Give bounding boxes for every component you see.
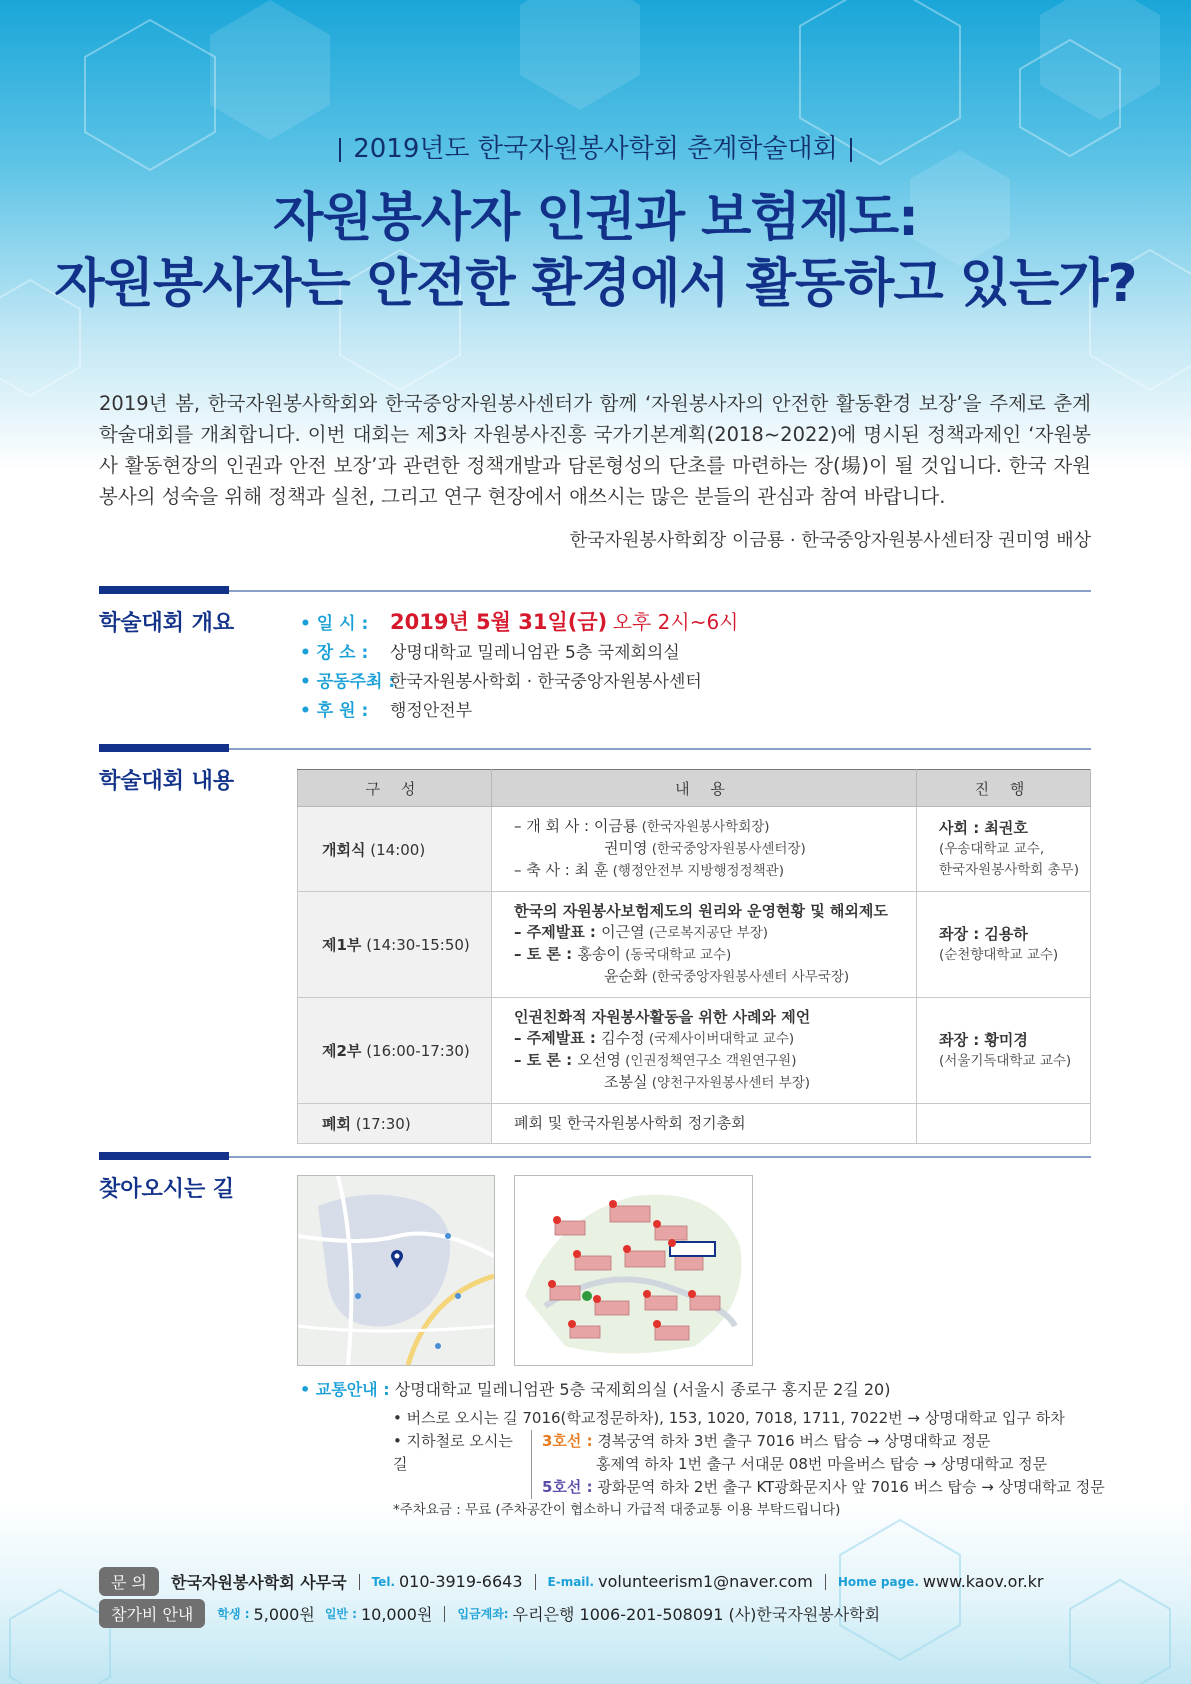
separator [535,1574,536,1590]
parking-note: *주차요금 : 무료 (주차공간이 협소하니 가급적 대중교통 이용 부탁드립니다) [393,1502,841,1518]
table-row [298,998,1091,1104]
line3-route-a-text: 경복궁역 하차 3번 출구 7016 버스 탑승 → 상명대학교 정문 [597,1432,991,1450]
part-cell [298,998,492,1104]
subway-routes [393,1430,1105,1499]
account-label: 입금계좌: [457,1607,509,1621]
content-line [514,860,906,882]
speaker: 홍송이 [577,945,621,963]
overview-host-row [300,668,739,697]
speaker: 조봉실 [604,1073,648,1091]
content-line [514,1072,906,1094]
separator [359,1574,360,1590]
office-name: 한국자원봉사학회 사무국 [171,1573,347,1592]
speaker-affiliation: (한국중앙자원봉사센터장) [647,841,806,857]
speaker-affiliation: (양천구자원봉사센터 부장) [647,1075,811,1091]
speaker: 이근열 [601,923,645,941]
sponsor-label: • 후 원 : [300,701,369,721]
host-value: 한국자원봉사학회 · 한국중앙자원봉사센터 [390,672,702,692]
bus-route: • 버스로 오시는 길 7016(학교정문하차), 153, 1020, 7018, 1711, 7022번 → 상명대학교 입구 하차 [393,1409,1065,1427]
homepage-link[interactable]: www.kaov.or.kr [922,1572,1044,1591]
speaker-affiliation: (행정안전부 지방행정정책관) [608,863,784,879]
campus-map-graphic [515,1176,752,1365]
line5-route-text: 광화문역 하차 2번 출구 KT광화문지사 앞 7016 버스 탑승 → 상명대학교 정문 [597,1478,1105,1496]
part-name: 폐회 [322,1115,351,1133]
speaker: 윤순화 [604,967,648,985]
part-name: 개회식 [322,840,366,859]
content-line [514,838,906,860]
traffic-label: • 교통안내 : [300,1380,390,1399]
overview-date-row [300,608,739,639]
moderator-affiliation: 한국자원봉사학회 총무) [939,861,1079,878]
speaker-affiliation: (한국중앙자원봉사센터 사무국장) [647,969,850,985]
title-line-2: 자원봉사자는 안전한 환경에서 활동하고 있는가? [54,254,1137,314]
sponsor-value: 행정안전부 [390,701,473,721]
date-label: • 일 시 : [300,614,369,634]
contact-row [99,1567,1044,1596]
line3-route-a [542,1430,1105,1453]
homepage-label: Home page. [837,1574,919,1589]
program-table [297,769,1091,1144]
contact-pill: 문 의 [99,1567,159,1596]
line5-label: 5호선 : [542,1478,593,1496]
part-time: (16:00-17:30) [366,1042,470,1060]
host-label: • 공동주최 : [300,672,396,692]
role-label: – 주제발표 : [514,923,602,941]
overview-sponsor-row [300,697,739,726]
table-row [298,1104,1091,1144]
subway-lines [531,1430,1105,1499]
speaker-affiliation: (동국대학교 교수) [620,947,732,963]
page-title [0,185,1191,317]
table-row [298,892,1091,998]
session-content: 폐회 및 한국자원봉사학회 정기총회 [514,1114,746,1132]
program-section-title: 학술대회 내용 [99,769,235,794]
speaker: 이금룡 [593,817,638,835]
overview-section-title: 학술대회 개요 [99,611,235,636]
role-label: – 축 사 : [514,861,575,879]
separator [825,1574,826,1590]
fee-row [99,1599,880,1628]
speaker-affiliation: (인권정책연구소 객원연구원) [620,1053,797,1069]
subway-label: • 지하철로 오시는 길 [393,1432,513,1473]
table-header-row [298,770,1091,807]
role-label: – 토 론 : [514,1051,578,1069]
part-time: (17:30) [355,1115,411,1133]
part-cell [298,1104,492,1144]
program-divider [99,744,1091,752]
content-line [514,1050,906,1072]
email-link[interactable]: volunteerism1@naver.com [598,1572,813,1591]
content-line [514,944,906,966]
subtitle-text: 2019년도 한국자원봉사학회 춘계학술대회 [353,134,838,164]
email-label: E-mail. [547,1574,595,1589]
content-cell [492,807,917,892]
street-map[interactable] [297,1175,495,1366]
role-label: – 개 회 사 : [514,817,594,835]
line3-label: 3호선 : [542,1432,593,1450]
speaker: 최 훈 [574,861,609,879]
part-time: (14:30-15:50) [366,936,470,954]
content-cell [492,892,917,998]
transit-routes [393,1407,1105,1522]
moderator: 좌장 : 황미경 [939,1030,1028,1049]
moderator-cell [917,998,1091,1104]
general-label: 일반 : [324,1607,357,1621]
moderator-affiliation: (순천향대학교 교수) [939,946,1059,963]
moderator-affiliation: (우송대학교 교수, [939,840,1045,857]
tel-label: Tel. [371,1574,395,1589]
speaker-affiliation: (국제사이버대학교 교수) [644,1031,795,1047]
role-label: – 토 론 : [514,945,578,963]
header-content: 내 용 [492,770,917,807]
session-topic: 한국의 자원봉사보험제도의 원리와 운영현황 및 해외제도 [514,902,888,920]
place-value: 상명대학교 밀레니엄관 5층 국제회의실 [390,643,680,663]
title-line-1: 자원봉사자 인권과 보험제도: [273,188,918,248]
line5-route [542,1476,1105,1499]
content-cell [492,998,917,1104]
moderator-affiliation: (서울기독대학교 교수) [939,1052,1072,1069]
moderator-cell [917,1104,1091,1144]
directions-section-title: 찾아오시는 길 [99,1177,235,1202]
student-fee: 5,000원 [253,1605,315,1624]
campus-map[interactable] [514,1175,753,1366]
subtitle-bar-right [850,138,852,162]
session-topic: 인권친화적 자원봉사활동을 위한 사례와 제언 [514,1008,811,1026]
directions-divider [99,1152,1091,1160]
separator [444,1606,445,1622]
line3-route-b: 홍제역 하차 1번 출구 서대문 08번 마을버스 탑승 → 상명대학교 정문 [596,1455,1048,1473]
date-value: 2019년 5월 31일(금) [390,610,608,634]
content-line [514,966,906,988]
part-name: 제1부 [322,936,362,954]
table-row [298,807,1091,892]
moderator: 사회 : 최권호 [939,818,1028,837]
content-cell [492,1104,917,1144]
street-map-graphic [298,1176,494,1365]
content-line [514,816,906,838]
tel-value[interactable]: 010-3919-6643 [399,1572,523,1591]
header-composition: 구 성 [298,770,492,807]
part-cell [298,807,492,892]
moderator-cell [917,807,1091,892]
part-time: (14:00) [370,840,426,859]
traffic-info [300,1378,890,1402]
speaker: 오선영 [577,1051,621,1069]
intro-paragraph: 2019년 봄, 한국자원봉사학회와 한국중앙자원봉사센터가 함께 ‘자원봉사자의 안전한 활동환경 보장’을 주제로 춘계학술대회를 개최합니다. 이번 대회는 제3차 자원봉사진흥 국가기본계획(2018~2022)에 명시된 정책과제인 ‘자원봉사 활동현장의 인권과 안전 보장’과 관련한 정책개발과 담론형성의 단초를 마련하는 장(場)이 될 것입니다. 한국 자원봉사의 성숙을 위해 정책과 실천, 그리고 연구 현장에서 애쓰시는 많은 분들의 관심과 참여 바랍니다. [99,392,1091,508]
speaker: 권미영 [604,839,648,857]
student-label: 학생 : [217,1607,250,1621]
part-cell [298,892,492,998]
speaker-affiliation: (한국자원봉사학회장) [637,819,770,835]
subtitle-bar-left [339,138,341,162]
overview-list [300,608,739,726]
time-value: 오후 2시~6시 [612,610,739,634]
content-line [514,1028,906,1050]
moderator: 좌장 : 김용하 [939,924,1028,943]
overview-place-row [300,639,739,668]
content-line [514,922,906,944]
signers: 한국자원봉사학회장 이금룡 · 한국중앙자원봉사센터장 권미영 배상 [569,530,1091,551]
traffic-address: 상명대학교 밀레니엄관 5층 국제회의실 (서울시 종로구 홍지문 2길 20) [394,1380,891,1399]
account-value: 우리은행 1006-201-508091 (사)한국자원봉사학회 [512,1605,881,1624]
place-label: • 장 소 : [300,643,369,663]
overview-divider [99,586,1091,594]
header-moderator: 진 행 [917,770,1091,807]
subtitle [0,128,1191,165]
speaker: 김수정 [601,1029,645,1047]
moderator-cell [917,892,1091,998]
general-fee: 10,000원 [360,1605,433,1624]
speaker-affiliation: (근로복지공단 부장) [644,925,769,941]
role-label: – 주제발표 : [514,1029,602,1047]
fee-pill: 참가비 안내 [99,1599,205,1628]
part-name: 제2부 [322,1042,362,1060]
